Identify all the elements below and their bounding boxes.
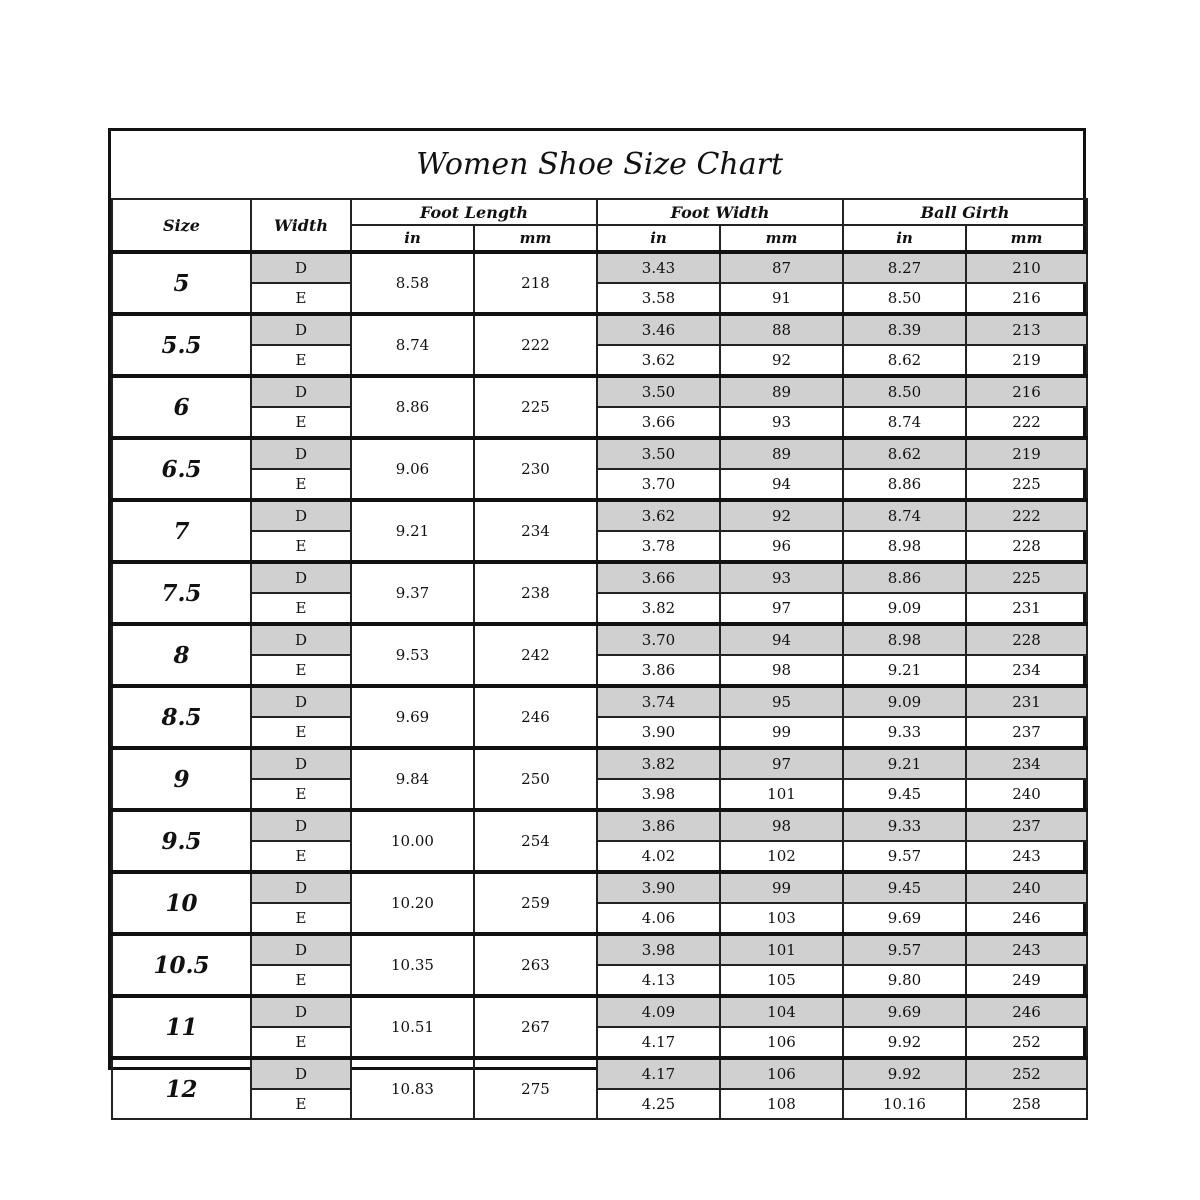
width-cell: E bbox=[251, 903, 351, 934]
ball-girth-mm-cell: 252 bbox=[966, 1058, 1087, 1089]
ball-girth-in-cell: 9.80 bbox=[843, 965, 966, 996]
foot-length-mm-cell: 242 bbox=[474, 624, 597, 686]
foot-width-in-cell: 3.74 bbox=[597, 686, 720, 717]
foot-width-mm-cell: 101 bbox=[720, 934, 843, 965]
table-row bbox=[112, 903, 1087, 934]
foot-width-mm-cell: 101 bbox=[720, 779, 843, 810]
foot-width-in-cell: 4.25 bbox=[597, 1089, 720, 1119]
width-cell: E bbox=[251, 531, 351, 562]
foot-width-in-cell: 3.86 bbox=[597, 810, 720, 841]
foot-width-in-cell: 3.62 bbox=[597, 500, 720, 531]
foot-width-mm-cell: 106 bbox=[720, 1027, 843, 1058]
foot-width-mm-cell: 93 bbox=[720, 407, 843, 438]
table-row bbox=[112, 469, 1087, 500]
ball-girth-in-cell: 8.98 bbox=[843, 624, 966, 655]
table-row bbox=[112, 593, 1087, 624]
foot-width-mm-cell: 99 bbox=[720, 717, 843, 748]
foot-length-in-cell: 9.21 bbox=[351, 500, 474, 562]
foot-width-mm-cell: 92 bbox=[720, 500, 843, 531]
foot-length-in-cell: 8.86 bbox=[351, 376, 474, 438]
ball-girth-mm-cell: 228 bbox=[966, 624, 1087, 655]
ball-girth-mm-cell: 222 bbox=[966, 407, 1087, 438]
foot-length-in-cell: 9.06 bbox=[351, 438, 474, 500]
width-cell: E bbox=[251, 717, 351, 748]
ball-girth-in-cell: 8.74 bbox=[843, 500, 966, 531]
chart-title: Women Shoe Size Chart bbox=[112, 131, 1087, 199]
header-size: Size bbox=[112, 199, 251, 252]
foot-length-in-cell: 10.51 bbox=[351, 996, 474, 1058]
ball-girth-in-cell: 8.74 bbox=[843, 407, 966, 438]
ball-girth-mm-cell: 243 bbox=[966, 934, 1087, 965]
foot-length-in-cell: 10.35 bbox=[351, 934, 474, 996]
foot-length-mm-cell: 222 bbox=[474, 314, 597, 376]
foot-length-in-cell: 10.83 bbox=[351, 1058, 474, 1119]
ball-girth-in-cell: 9.69 bbox=[843, 903, 966, 934]
ball-girth-in-cell: 8.98 bbox=[843, 531, 966, 562]
table-row bbox=[112, 283, 1087, 314]
ball-girth-in-cell: 9.33 bbox=[843, 717, 966, 748]
foot-width-mm-cell: 93 bbox=[720, 562, 843, 593]
ball-girth-mm-cell: 237 bbox=[966, 810, 1087, 841]
size-cell: 10 bbox=[112, 872, 251, 934]
foot-length-in-cell: 8.58 bbox=[351, 252, 474, 314]
table-row bbox=[112, 438, 1087, 469]
table-row bbox=[112, 686, 1087, 717]
foot-width-in-cell: 3.43 bbox=[597, 252, 720, 283]
foot-length-in-cell: 9.53 bbox=[351, 624, 474, 686]
size-cell: 5.5 bbox=[112, 314, 251, 376]
width-cell: D bbox=[251, 376, 351, 407]
foot-width-in-cell: 4.17 bbox=[597, 1058, 720, 1089]
ball-girth-mm-cell: 246 bbox=[966, 996, 1087, 1027]
foot-width-in-cell: 4.17 bbox=[597, 1027, 720, 1058]
foot-length-in-cell: 9.69 bbox=[351, 686, 474, 748]
table-row bbox=[112, 1027, 1087, 1058]
foot-length-mm-cell: 225 bbox=[474, 376, 597, 438]
ball-girth-in-cell: 8.50 bbox=[843, 283, 966, 314]
width-cell: E bbox=[251, 469, 351, 500]
subheader-width-in: in bbox=[597, 225, 720, 252]
size-cell: 8.5 bbox=[112, 686, 251, 748]
foot-width-mm-cell: 97 bbox=[720, 748, 843, 779]
foot-width-mm-cell: 96 bbox=[720, 531, 843, 562]
foot-width-mm-cell: 98 bbox=[720, 810, 843, 841]
foot-width-mm-cell: 94 bbox=[720, 624, 843, 655]
ball-girth-in-cell: 9.09 bbox=[843, 686, 966, 717]
ball-girth-in-cell: 8.62 bbox=[843, 345, 966, 376]
ball-girth-mm-cell: 225 bbox=[966, 562, 1087, 593]
header-foot-width: Foot Width bbox=[597, 199, 843, 225]
foot-length-in-cell: 9.37 bbox=[351, 562, 474, 624]
ball-girth-mm-cell: 222 bbox=[966, 500, 1087, 531]
width-cell: D bbox=[251, 934, 351, 965]
size-chart bbox=[108, 128, 1086, 1113]
foot-width-in-cell: 3.70 bbox=[597, 469, 720, 500]
size-cell: 7 bbox=[112, 500, 251, 562]
foot-width-in-cell: 3.50 bbox=[597, 376, 720, 407]
size-cell: 12 bbox=[112, 1058, 251, 1119]
ball-girth-mm-cell: 237 bbox=[966, 717, 1087, 748]
foot-width-in-cell: 4.13 bbox=[597, 965, 720, 996]
size-cell: 6.5 bbox=[112, 438, 251, 500]
foot-width-in-cell: 3.46 bbox=[597, 314, 720, 345]
ball-girth-in-cell: 8.86 bbox=[843, 469, 966, 500]
subheader-length-in: in bbox=[351, 225, 474, 252]
ball-girth-in-cell: 9.92 bbox=[843, 1058, 966, 1089]
width-cell: E bbox=[251, 407, 351, 438]
ball-girth-mm-cell: 216 bbox=[966, 283, 1087, 314]
foot-width-in-cell: 4.02 bbox=[597, 841, 720, 872]
foot-width-mm-cell: 105 bbox=[720, 965, 843, 996]
foot-width-mm-cell: 91 bbox=[720, 283, 843, 314]
width-cell: D bbox=[251, 314, 351, 345]
foot-length-mm-cell: 246 bbox=[474, 686, 597, 748]
ball-girth-mm-cell: 249 bbox=[966, 965, 1087, 996]
foot-width-in-cell: 3.62 bbox=[597, 345, 720, 376]
foot-width-in-cell: 3.82 bbox=[597, 593, 720, 624]
foot-length-mm-cell: 218 bbox=[474, 252, 597, 314]
ball-girth-in-cell: 9.45 bbox=[843, 779, 966, 810]
foot-length-mm-cell: 230 bbox=[474, 438, 597, 500]
table-row bbox=[112, 531, 1087, 562]
width-cell: D bbox=[251, 252, 351, 283]
size-cell: 7.5 bbox=[112, 562, 251, 624]
ball-girth-in-cell: 9.69 bbox=[843, 996, 966, 1027]
ball-girth-mm-cell: 231 bbox=[966, 593, 1087, 624]
ball-girth-mm-cell: 210 bbox=[966, 252, 1087, 283]
foot-width-mm-cell: 108 bbox=[720, 1089, 843, 1119]
table-row bbox=[112, 500, 1087, 531]
header-width: Width bbox=[251, 199, 351, 252]
ball-girth-in-cell: 9.33 bbox=[843, 810, 966, 841]
table-row bbox=[112, 965, 1087, 996]
ball-girth-in-cell: 8.86 bbox=[843, 562, 966, 593]
table-row bbox=[112, 872, 1087, 903]
foot-width-mm-cell: 89 bbox=[720, 376, 843, 407]
ball-girth-in-cell: 10.16 bbox=[843, 1089, 966, 1119]
table-row bbox=[112, 252, 1087, 283]
ball-girth-mm-cell: 240 bbox=[966, 779, 1087, 810]
width-cell: E bbox=[251, 345, 351, 376]
width-cell: D bbox=[251, 748, 351, 779]
subheader-length-mm: mm bbox=[474, 225, 597, 252]
foot-length-mm-cell: 234 bbox=[474, 500, 597, 562]
ball-girth-in-cell: 9.21 bbox=[843, 655, 966, 686]
width-cell: D bbox=[251, 1058, 351, 1089]
foot-width-in-cell: 3.98 bbox=[597, 779, 720, 810]
width-cell: D bbox=[251, 562, 351, 593]
table-row bbox=[112, 407, 1087, 438]
foot-length-in-cell: 9.84 bbox=[351, 748, 474, 810]
width-cell: E bbox=[251, 593, 351, 624]
table-row bbox=[112, 562, 1087, 593]
width-cell: E bbox=[251, 283, 351, 314]
ball-girth-mm-cell: 219 bbox=[966, 345, 1087, 376]
size-cell: 9 bbox=[112, 748, 251, 810]
ball-girth-mm-cell: 252 bbox=[966, 1027, 1087, 1058]
size-cell: 6 bbox=[112, 376, 251, 438]
header-ball-girth: Ball Girth bbox=[843, 199, 1087, 225]
foot-width-in-cell: 3.70 bbox=[597, 624, 720, 655]
table-row bbox=[112, 810, 1087, 841]
table-body bbox=[112, 252, 1087, 1119]
foot-width-mm-cell: 99 bbox=[720, 872, 843, 903]
foot-width-mm-cell: 89 bbox=[720, 438, 843, 469]
ball-girth-mm-cell: 258 bbox=[966, 1089, 1087, 1119]
size-table bbox=[111, 131, 1088, 1120]
ball-girth-mm-cell: 246 bbox=[966, 903, 1087, 934]
size-cell: 10.5 bbox=[112, 934, 251, 996]
table-row bbox=[112, 314, 1087, 345]
size-cell: 11 bbox=[112, 996, 251, 1058]
foot-width-in-cell: 3.98 bbox=[597, 934, 720, 965]
table-row bbox=[112, 717, 1087, 748]
foot-width-mm-cell: 88 bbox=[720, 314, 843, 345]
ball-girth-mm-cell: 216 bbox=[966, 376, 1087, 407]
foot-width-in-cell: 4.09 bbox=[597, 996, 720, 1027]
foot-length-in-cell: 10.00 bbox=[351, 810, 474, 872]
ball-girth-in-cell: 8.50 bbox=[843, 376, 966, 407]
table-row bbox=[112, 376, 1087, 407]
subheader-girth-mm: mm bbox=[966, 225, 1087, 252]
ball-girth-mm-cell: 231 bbox=[966, 686, 1087, 717]
foot-width-mm-cell: 92 bbox=[720, 345, 843, 376]
foot-width-in-cell: 4.06 bbox=[597, 903, 720, 934]
foot-width-mm-cell: 87 bbox=[720, 252, 843, 283]
header-foot-length: Foot Length bbox=[351, 199, 597, 225]
foot-length-mm-cell: 263 bbox=[474, 934, 597, 996]
foot-width-in-cell: 3.90 bbox=[597, 717, 720, 748]
foot-length-mm-cell: 267 bbox=[474, 996, 597, 1058]
width-cell: D bbox=[251, 686, 351, 717]
ball-girth-in-cell: 9.57 bbox=[843, 934, 966, 965]
width-cell: E bbox=[251, 965, 351, 996]
ball-girth-mm-cell: 219 bbox=[966, 438, 1087, 469]
foot-width-in-cell: 3.50 bbox=[597, 438, 720, 469]
width-cell: D bbox=[251, 438, 351, 469]
ball-girth-mm-cell: 234 bbox=[966, 655, 1087, 686]
table-row bbox=[112, 1089, 1087, 1119]
table-row bbox=[112, 1058, 1087, 1089]
foot-width-mm-cell: 102 bbox=[720, 841, 843, 872]
ball-girth-mm-cell: 228 bbox=[966, 531, 1087, 562]
foot-width-in-cell: 3.66 bbox=[597, 562, 720, 593]
subheader-width-mm: mm bbox=[720, 225, 843, 252]
ball-girth-in-cell: 8.62 bbox=[843, 438, 966, 469]
foot-width-mm-cell: 94 bbox=[720, 469, 843, 500]
foot-length-in-cell: 10.20 bbox=[351, 872, 474, 934]
width-cell: E bbox=[251, 1027, 351, 1058]
width-cell: D bbox=[251, 624, 351, 655]
width-cell: D bbox=[251, 872, 351, 903]
foot-length-mm-cell: 238 bbox=[474, 562, 597, 624]
ball-girth-in-cell: 9.57 bbox=[843, 841, 966, 872]
foot-width-mm-cell: 103 bbox=[720, 903, 843, 934]
foot-width-in-cell: 3.82 bbox=[597, 748, 720, 779]
size-cell: 9.5 bbox=[112, 810, 251, 872]
table-row bbox=[112, 841, 1087, 872]
ball-girth-in-cell: 9.45 bbox=[843, 872, 966, 903]
ball-girth-mm-cell: 213 bbox=[966, 314, 1087, 345]
ball-girth-mm-cell: 243 bbox=[966, 841, 1087, 872]
width-cell: E bbox=[251, 779, 351, 810]
ball-girth-in-cell: 9.21 bbox=[843, 748, 966, 779]
ball-girth-mm-cell: 240 bbox=[966, 872, 1087, 903]
width-cell: D bbox=[251, 996, 351, 1027]
ball-girth-in-cell: 9.92 bbox=[843, 1027, 966, 1058]
foot-width-in-cell: 3.86 bbox=[597, 655, 720, 686]
ball-girth-in-cell: 9.09 bbox=[843, 593, 966, 624]
table-row bbox=[112, 934, 1087, 965]
table-row bbox=[112, 748, 1087, 779]
table-row bbox=[112, 996, 1087, 1027]
foot-length-mm-cell: 250 bbox=[474, 748, 597, 810]
foot-width-mm-cell: 106 bbox=[720, 1058, 843, 1089]
table-row bbox=[112, 779, 1087, 810]
foot-width-mm-cell: 104 bbox=[720, 996, 843, 1027]
width-cell: E bbox=[251, 1089, 351, 1119]
foot-width-in-cell: 3.58 bbox=[597, 283, 720, 314]
table-row bbox=[112, 624, 1087, 655]
foot-width-mm-cell: 97 bbox=[720, 593, 843, 624]
subheader-girth-in: in bbox=[843, 225, 966, 252]
ball-girth-mm-cell: 225 bbox=[966, 469, 1087, 500]
foot-length-in-cell: 8.74 bbox=[351, 314, 474, 376]
width-cell: E bbox=[251, 841, 351, 872]
table-row bbox=[112, 345, 1087, 376]
size-cell: 5 bbox=[112, 252, 251, 314]
size-cell: 8 bbox=[112, 624, 251, 686]
width-cell: D bbox=[251, 810, 351, 841]
table-row bbox=[112, 655, 1087, 686]
width-cell: E bbox=[251, 655, 351, 686]
foot-width-in-cell: 3.90 bbox=[597, 872, 720, 903]
foot-width-mm-cell: 95 bbox=[720, 686, 843, 717]
ball-girth-in-cell: 8.27 bbox=[843, 252, 966, 283]
foot-length-mm-cell: 254 bbox=[474, 810, 597, 872]
foot-length-mm-cell: 259 bbox=[474, 872, 597, 934]
ball-girth-mm-cell: 234 bbox=[966, 748, 1087, 779]
foot-width-in-cell: 3.66 bbox=[597, 407, 720, 438]
foot-length-mm-cell: 275 bbox=[474, 1058, 597, 1119]
foot-width-mm-cell: 98 bbox=[720, 655, 843, 686]
width-cell: D bbox=[251, 500, 351, 531]
ball-girth-in-cell: 8.39 bbox=[843, 314, 966, 345]
foot-width-in-cell: 3.78 bbox=[597, 531, 720, 562]
